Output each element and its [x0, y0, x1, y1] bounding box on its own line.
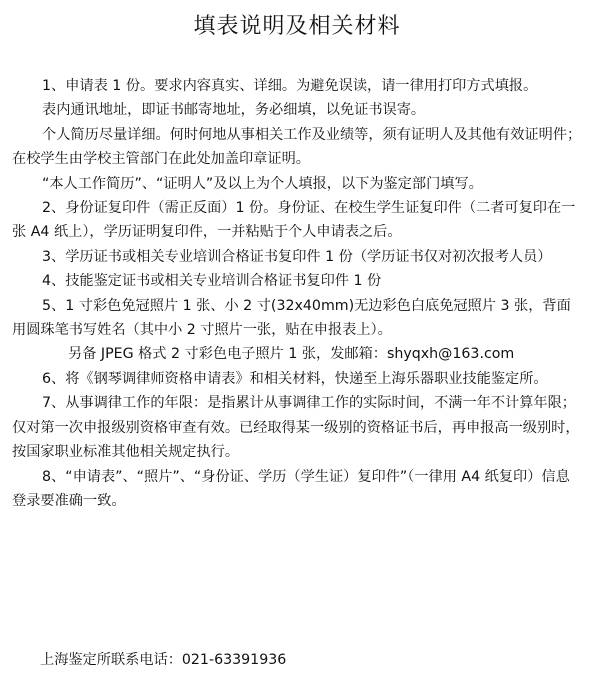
paragraph-7: 7、从事调律工作的年限：是指累计从事调律工作的实际时间，不满一年不计算年限；仅对第一次申报级别资格审查有效。已经取得某一级别的资格证书后，再申报高一级别时，按国家职业标准其他相关规定执行。	[12, 395, 580, 461]
page-title: 填表说明及相关材料	[193, 14, 401, 39]
paragraph-8: 8、“申请表”、“照片”、“身份证、学历（学生证）复印件”（一律用 A4 纸复印）信息登录要准确一致。	[12, 468, 570, 509]
paragraph-filling-note: “本人工作简历”、“证明人”及以上为个人填报，以下为鉴定部门填写。	[42, 175, 483, 192]
paragraph-address: 表内通讯地址，即证书邮寄地址，务必细填，以免证书误寄。	[42, 102, 426, 119]
paragraph-email: 另备 JPEG 格式 2 寸彩色电子照片 1 张，发邮箱：shyqxh@163.com	[68, 346, 515, 363]
paragraph-2: 2、身份证复印件（需正反面）1 份。身份证、在校生学生证复印件（二者可复印在一张 A4 纸上），学历证明复印件，一并粘贴于个人申请表之后。	[12, 200, 576, 241]
paragraph-resume: 个人简历尽量详细。何时何地从事相关工作及业绩等，须有证明人及其他有效证明件；在校学生由学校主管部门在此处加盖印章证明。	[12, 126, 582, 168]
paragraph-1: 1、申请表 1 份。要求内容真实、详细。为避免误读，请一律用打印方式填报。	[42, 78, 538, 94]
instructions-body	[12, 74, 582, 513]
paragraph-5: 5、1 寸彩色免冠照片 1 张、小 2 寸(32x40mm)无边彩色白底免冠照片 3 张，背面用圆珠笔书写姓名（其中小 2 寸照片一张，贴在申报表上）。	[12, 297, 571, 339]
paragraph-4: 4、技能鉴定证书或相关专业培训合格证书复印件 1 份	[42, 273, 382, 290]
paragraph-6: 6、将《钢琴调律师资格申请表》和相关材料，快递至上海乐器职业技能鉴定所。	[42, 370, 548, 387]
contact-phone: 上海鉴定所联系电话：021-63391936	[40, 652, 287, 668]
paragraph-3: 3、学历证书或相关专业培训合格证书复印件 1 份（学历证书仅对初次报考人员）	[42, 248, 552, 265]
